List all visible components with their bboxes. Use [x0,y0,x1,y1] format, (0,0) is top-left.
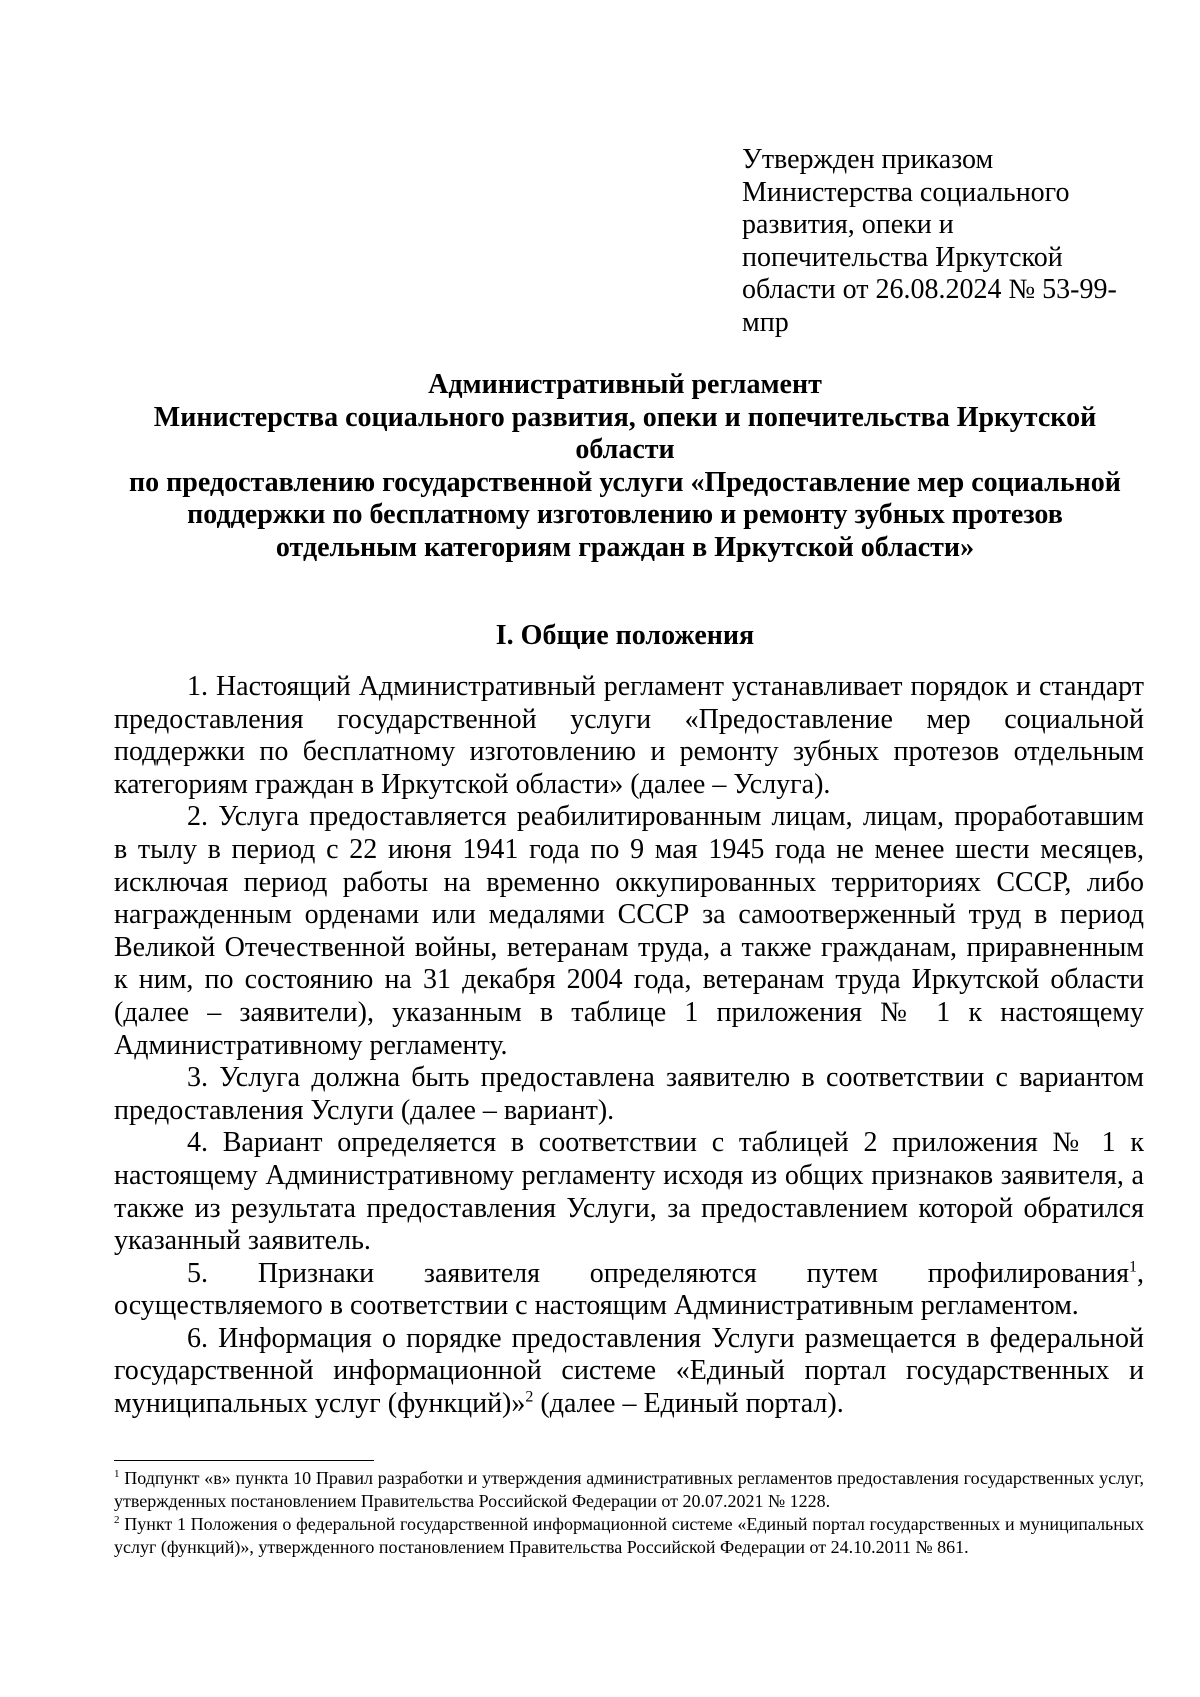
paragraph-4 [114,1127,1144,1257]
paragraph-text: 6. Информация о порядке предоставления Услуги размещается в федеральной государственной информационной системе «Единый портал государственных и муниципальных услуг (функций)» [114,1322,1144,1420]
paragraph-text: 4. Вариант определяется в соответствии с таблицей 2 приложения № 1 к настоящему Административному регламенту исходя из общих признаков заявителя, а также из результата предоставления Услуги, за предоставлением которой обратился указанный заявитель. [114,1127,1144,1257]
footnote-text: Пункт 1 Положения о федеральной государственной информационной системе «Единый портал государственных и муниципальных услуг (функций)», утвержденного постановлением Правительства Российской Федерации от 24.10.2011 № 861. [114,1514,1144,1557]
paragraph-3 [114,1062,1144,1127]
footnote-mark: 1 [114,1468,120,1480]
title-line: по предоставлению государственной услуги «Предоставление мер социальной [129,466,1121,498]
section-body [114,671,1144,1421]
footnote-reference: 2 [525,1388,534,1406]
paragraph-2 [114,801,1144,1062]
paragraph-text: (далее – Единый портал). [533,1388,844,1420]
approval-line: развития, опеки и [742,209,954,240]
section-heading: I. Общие положения [495,620,755,651]
paragraph-1 [114,671,1144,801]
title-line: Министерства социального развития, опеки и попечительства Иркутской [153,401,1097,433]
title-line: области [575,434,675,465]
footnote-mark: 2 [114,1514,120,1526]
paragraph-text: 3. Услуга должна быть предоставлена заявителю в соответствии с вариантом предоставления Услуги (далее – вариант). [114,1062,1144,1126]
paragraph-6 [114,1323,1144,1421]
approval-line: Утвержден приказом [742,144,994,175]
paragraph-text: 2. Услуга предоставляется реабилитированным лицам, лицам, проработавшим в тылу в период с 22 июня 1941 года по 9 мая 1945 года не менее шести месяцев, исключая период работы на временно оккупированных территориях СССР, либо награжденным орденами или медалями СССР за самоотверженный труд в период Великой Отечественной войны, ветеранам труда, а также гражданам, приравненным к ним, по состоянию на 31 декабря 2004 года, ветеранам труда Иркутской области (далее – заявители), указанным в таблице 1 приложения № 1 к настоящему Административному регламенту. [114,801,1144,1061]
footnote-1 [114,1467,1144,1513]
paragraph-5 [114,1258,1144,1323]
approval-line: области от 26.08.2024 № 53-99- [742,274,1117,305]
footnotes [114,1467,1144,1559]
approval-line: мпр [742,306,789,338]
title-line: Административный регламент [428,369,822,400]
paragraph-text: 1. Настоящий Административный регламент устанавливает порядок и стандарт предоставления государственной услуги «Предоставление мер социальной поддержки по бесплатному изготовлению и ремонту зубных протезов отдельным категориям граждан в Иркутской области» (далее – Услуга). [114,671,1144,800]
document-title [110,369,1140,564]
title-line: поддержки по бесплатному изготовлению и ремонту зубных протезов [187,499,1063,530]
footnote-reference: 1 [1129,1258,1137,1276]
paragraph-text: 5. Признаки заявителя определяются путем профилирования [187,1257,1129,1289]
approval-stamp-block [742,144,1142,339]
title-line: отдельным категориям граждан в Иркутской области» [275,531,975,563]
footnote-text: Подпункт «в» пункта 10 Правил разработки и утверждения административных регламентов предоставления государственных услуг, утвержденных постановлением Правительства Российской Федерации от 20.07.2021 № 1228. [114,1468,1144,1511]
paragraph-text: , осуществляемого в соответствии с настоящим Административным регламентом. [114,1257,1144,1322]
approval-line: попечительства Иркутской [742,241,1063,273]
footnote-separator [114,1460,374,1461]
footnote-2 [114,1513,1144,1559]
approval-line: Министерства социального [742,176,1070,208]
